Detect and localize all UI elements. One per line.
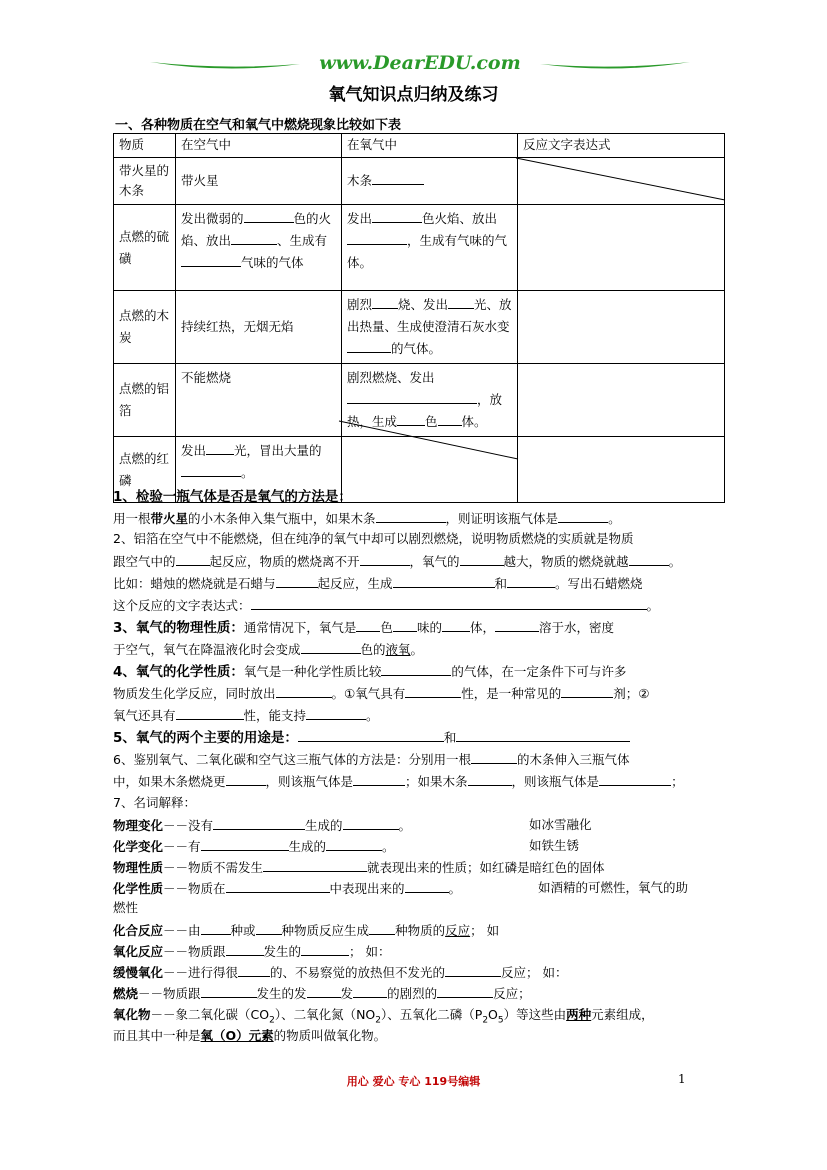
blank-line <box>276 683 332 698</box>
term-oxide-cont: 而且其中一种是氧（O）元素的物质叫做氧化物。 <box>113 1028 387 1043</box>
blank-line <box>226 941 264 956</box>
blank-line <box>629 551 669 566</box>
blank-line <box>405 683 461 698</box>
blank-line <box>445 962 501 977</box>
q5-line: 5、氧气的两个主要的用途是： 和 <box>113 727 630 748</box>
q1-heading: 1、检验一瓶气体是否是氧气的方法是： <box>113 489 352 505</box>
air-cell: 发出 光，冒出大量的 。 <box>176 437 342 503</box>
q2-line-4: 这个反应的文字表达式： 。 <box>113 595 659 616</box>
header-cell: 物质 <box>114 134 176 158</box>
q4-line-3: 氧气还具有 性，能支持 。 <box>113 705 379 726</box>
diagonal-line <box>516 158 725 200</box>
q3-line-2: 于空气，氧气在降温液化时会变成 色的液氧。 <box>113 639 423 660</box>
q3-line-1: 3、氧气的物理性质：通常情况下，氧气是 色 味的 体， 溶于水，密度 <box>113 617 614 638</box>
q2-line-1: 2、铝箔在空气中不能燃烧，但在纯净的氧气中却可以剧烈燃烧，说明物质燃烧的实质就是物质 <box>113 531 634 546</box>
substance-cell: 点燃的木炭 <box>114 291 176 364</box>
diagonal-line <box>339 421 518 459</box>
term-chemical-change: 化学变化－－有 生成的 。 <box>113 836 395 857</box>
blank-line <box>226 771 266 786</box>
substance-cell: 点燃的铝箔 <box>114 364 176 437</box>
blank-line <box>468 771 512 786</box>
section-heading: 一、各种物质在空气和氧气中燃烧现象比较如下表 <box>115 118 402 133</box>
q4-line-1: 4、氧气的化学性质：氧气是一种化学性质比较 的气体，在一定条件下可与许多 <box>113 661 626 682</box>
blank-line <box>201 836 289 851</box>
blank-line <box>471 749 517 764</box>
blank-line <box>437 983 493 998</box>
substance-cell: 点燃的红磷 <box>114 437 176 503</box>
blank-line <box>301 941 349 956</box>
example-chemical-change: 如铁生锈 <box>529 838 580 853</box>
term-combination-reaction: 化合反应－－由 种或 种物质反应生成 种物质的反应； 如 <box>113 920 499 941</box>
example-chemical-property: 如酒精的可燃性，氧气的助 <box>538 880 689 895</box>
blank-line <box>353 771 405 786</box>
oxygen-cell: 发出 色火焰、放出，生成有气味的气体。 <box>342 205 518 291</box>
blank-line <box>405 878 449 893</box>
header-cell: 在氧气中 <box>342 134 518 158</box>
q4-line-2: 物质发生化学反应，同时放出 。①氧气具有 性，是一种常见的 剂；② <box>113 683 649 704</box>
blank-line <box>599 771 671 786</box>
q2-line-3: 比如：蜡烛的燃烧就是石蜡与 起反应，生成 和 。写出石蜡燃烧 <box>113 573 643 594</box>
oxygen-text: 木条 <box>347 173 373 188</box>
blank-line <box>507 573 555 588</box>
blank-line <box>360 551 410 566</box>
q6-line-1: 6、鉴别氧气、二氧化碳和空气这三瓶气体的方法是：分别用一根 的木条伸入三瓶气体 <box>113 749 629 770</box>
blank-line <box>201 920 231 935</box>
oxygen-cell: 剧烈 烧、发出 光、放出热量、生成使澄清石灰水变的气体。 <box>342 291 518 364</box>
blank-line <box>561 683 613 698</box>
blank-line <box>381 661 451 676</box>
q7-heading: 7、名词解释： <box>113 795 196 810</box>
air-cell: 持续红热，无烟无焰 <box>176 291 342 364</box>
term-slow-oxidation: 缓慢氧化－－进行得很 的、不易察觉的放热但不发光的 反应； 如： <box>113 962 568 983</box>
air-cell: 不能燃烧 <box>176 364 342 437</box>
term-chemical-property: 化学性质－－物质在 中表现出来的 。 <box>113 878 461 899</box>
blank-line <box>306 705 366 720</box>
blank-line <box>356 617 380 632</box>
page-footer: 用心 爱心 专心 119号编辑 <box>346 1075 481 1088</box>
blank-line <box>256 920 282 935</box>
page-number: 1 <box>678 1072 686 1086</box>
term-oxide: 氧化物－－象二氧化碳$(CO_2)$、二氧化氮$(NO_2)$、五氧化二磷$(P_2O_5)$等这些由两种元素组成， <box>113 1007 654 1026</box>
blank-line <box>442 617 470 632</box>
blank-line <box>176 705 244 720</box>
blank-line <box>558 508 608 523</box>
substance-cell: 点燃的硫磺 <box>114 205 176 291</box>
blank-line <box>460 551 504 566</box>
blank-line <box>369 920 395 935</box>
blank-line <box>343 815 399 830</box>
blank-line <box>251 595 647 610</box>
substance-cell: 带火星的木条 <box>114 158 176 205</box>
page-title: 氧气知识点归纳及练习 <box>328 85 499 105</box>
example-physical-change: 如冰雪融化 <box>529 817 592 832</box>
q1-line: 用一根带火星的小木条伸入集气瓶中，如果木条 ，则证明该瓶气体是 。 <box>113 508 621 529</box>
blank-line <box>201 983 257 998</box>
blank-line <box>326 836 382 851</box>
site-logo-text: www.DearEDU.com <box>319 52 521 74</box>
blank-line <box>495 617 539 632</box>
blank-line <box>226 878 330 893</box>
blank-line <box>393 573 495 588</box>
header-cell: 反应文字表达式 <box>518 134 725 158</box>
blank-line <box>298 727 444 742</box>
air-cell: 带火星 <box>176 158 342 205</box>
term-combustion: 燃烧－－物质跟 发生的发 发 的剧烈的 反应； <box>113 983 531 1004</box>
blank-line <box>238 962 270 977</box>
blank-line <box>393 617 417 632</box>
term-physical-change: 物理变化－－没有 生成的 。 <box>113 815 411 836</box>
term-physical-property: 物理性质－－物质不需发生 就表现出来的性质；如红磷是暗红色的固体 <box>113 857 605 878</box>
blank-line <box>263 857 367 872</box>
oxygen-cell: 剧烈燃烧、发出，放热，生成 色 体。 <box>342 364 518 437</box>
blank-line <box>301 639 361 654</box>
blank-line <box>213 815 305 830</box>
example-chemical-property-cont: 燃性 <box>113 900 139 915</box>
q6-line-2: 中，如果木条燃烧更 ，则该瓶气体是 ；如果木条 ，则该瓶气体是 ； <box>113 771 684 792</box>
q2-line-2: 跟空气中的 起反应，物质的燃烧离不开 ，氧气的 越大，物质的燃烧就越 。 <box>113 551 681 572</box>
blank-line <box>176 551 210 566</box>
air-cell: 发出微弱的 色的火焰、放出 、生成有气味的气体 <box>176 205 342 291</box>
blank-line <box>353 983 387 998</box>
header-cell: 在空气中 <box>176 134 342 158</box>
blank-line <box>376 508 446 523</box>
blank-line <box>307 983 341 998</box>
term-oxidation-reaction: 氧化反应－－物质跟 发生的 ； 如： <box>113 941 391 962</box>
blank-line <box>456 727 630 742</box>
blank-line <box>276 573 318 588</box>
